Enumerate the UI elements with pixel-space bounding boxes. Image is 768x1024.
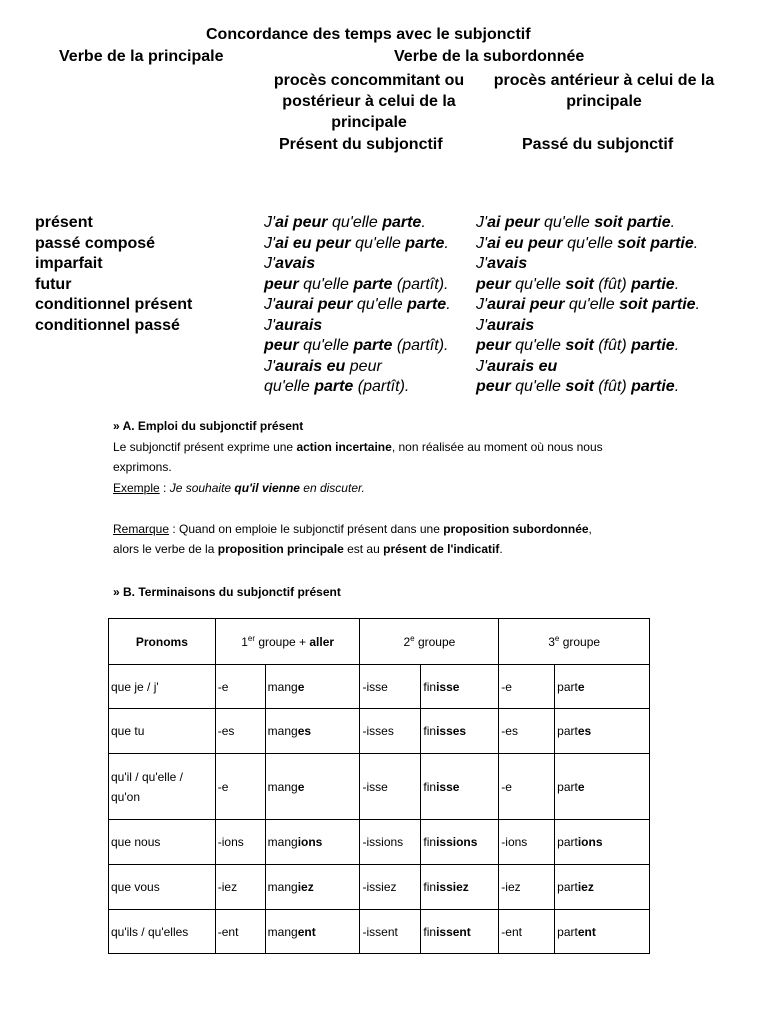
text: aller xyxy=(309,635,335,649)
col1-desc-line: postérieur à celui de la xyxy=(282,93,456,110)
conj-line: J'ai eu peur qu'elle soit partie. xyxy=(476,234,699,252)
section-b xyxy=(113,582,341,603)
conj-line: qu'elle parte (partît). xyxy=(264,378,410,395)
text: exprimons. xyxy=(113,460,172,474)
text: part xyxy=(557,924,578,939)
conj-line: J'ai peur qu'elle parte. xyxy=(264,214,426,231)
conj-line: peur qu'elle soit (fût) partie. xyxy=(476,378,680,395)
text: Pronoms xyxy=(135,634,188,649)
tense-label: conditionnel présent xyxy=(35,296,193,313)
table-row xyxy=(109,665,650,709)
text: fin xyxy=(423,924,437,939)
text: . xyxy=(499,542,503,556)
example-cell xyxy=(421,910,499,954)
col2-desc-line: principale xyxy=(566,93,642,110)
table-row xyxy=(109,754,650,820)
past-subjunctive-column xyxy=(476,213,700,398)
text: fin xyxy=(423,880,437,894)
text: iez xyxy=(577,880,594,894)
ending-cell: -isses xyxy=(360,709,421,754)
text: e xyxy=(297,679,305,694)
ending-cell: -isse xyxy=(360,665,421,709)
text: qu'il vienne xyxy=(234,480,300,495)
text: proposition principale xyxy=(217,542,344,556)
text: 2 xyxy=(403,635,411,649)
text: isse xyxy=(436,779,460,794)
text: issent xyxy=(436,924,471,939)
example-cell xyxy=(555,910,650,954)
ending-cell: -ent xyxy=(215,910,265,954)
tense-label: conditionnel passé xyxy=(35,316,180,334)
example-cell xyxy=(421,665,499,709)
section-a xyxy=(113,416,603,560)
text: Je souhaite xyxy=(169,480,235,495)
remark-line xyxy=(113,519,603,540)
text: présent de l'indicatif xyxy=(383,542,500,556)
col1-desc-line: principale xyxy=(331,114,407,131)
text: er xyxy=(247,634,255,643)
header-pronoms xyxy=(109,619,216,665)
ending-cell: -iez xyxy=(499,865,555,910)
conj-line: J'aurais xyxy=(476,316,535,334)
text: ions xyxy=(297,835,323,849)
example-cell xyxy=(555,820,650,865)
col2-desc-line: procès antérieur à celui de la xyxy=(493,72,715,89)
text: part xyxy=(557,835,578,849)
tense-label: passé composé xyxy=(35,234,156,252)
conj-line: peur qu'elle soit (fût) partie. xyxy=(476,275,680,293)
example-line xyxy=(113,478,603,499)
present-subjunctive-column xyxy=(264,213,451,398)
text: proposition subordonnée xyxy=(443,521,589,536)
conj-line: J'aurai peur qu'elle soit partie. xyxy=(476,296,700,313)
conj-line: J'avais xyxy=(264,255,316,272)
conj-line: peur qu'elle soit (fût) partie. xyxy=(476,337,680,354)
ending-cell: -issions xyxy=(360,820,421,865)
text: isses xyxy=(436,724,467,738)
col1-tense-header: Présent du subjonctif xyxy=(279,136,443,153)
ending-cell: -issiez xyxy=(360,865,421,910)
text: fin xyxy=(423,724,437,738)
ending-cell: -issent xyxy=(360,910,421,954)
text: e xyxy=(554,634,560,643)
text: action incertaine xyxy=(296,439,392,454)
pronoun-cell xyxy=(109,754,216,820)
text: e xyxy=(297,779,305,794)
col2-tense-header: Passé du subjonctif xyxy=(522,136,674,153)
text: fin xyxy=(423,779,437,794)
example-cell xyxy=(421,754,499,820)
text: mang xyxy=(267,779,298,794)
endings-table xyxy=(108,618,650,954)
text: est au xyxy=(343,542,384,556)
example-cell xyxy=(265,910,360,954)
pronoun-cell: que vous xyxy=(109,865,216,910)
text: , xyxy=(588,521,592,536)
ending-cell: -isse xyxy=(360,754,421,820)
col1-description xyxy=(262,70,476,133)
text: part xyxy=(557,779,578,794)
text: groupe xyxy=(559,635,601,649)
text: issions xyxy=(436,835,478,849)
remark-label: Remarque xyxy=(113,521,170,536)
conj-line: J'avais xyxy=(476,255,528,272)
ending-cell: -ions xyxy=(499,820,555,865)
ending-cell: -e xyxy=(215,754,265,820)
ending-cell: -es xyxy=(215,709,265,754)
text: fin xyxy=(423,835,437,849)
ending-cell: -ent xyxy=(499,910,555,954)
text: fin xyxy=(423,679,437,694)
section-a-paragraph xyxy=(113,457,603,478)
section-a-title: » A. Emploi du subjonctif présent xyxy=(113,419,304,433)
section-b-title: » B. Terminaisons du subjonctif présent xyxy=(113,585,341,599)
example-label: Exemple xyxy=(113,480,160,495)
example-cell xyxy=(555,709,650,754)
remark-line xyxy=(113,539,603,560)
text: ions xyxy=(577,835,603,849)
example-cell xyxy=(555,665,650,709)
table-row xyxy=(109,865,650,910)
header-group-3 xyxy=(499,619,650,665)
example-cell xyxy=(421,709,499,754)
text: qu'il / qu'elle / xyxy=(111,769,183,784)
tense-label: présent xyxy=(35,214,93,231)
conj-line: J'ai eu peur qu'elle parte. xyxy=(264,234,449,252)
section-a-paragraph xyxy=(113,437,603,458)
table-row xyxy=(109,709,650,754)
ending-cell: -ions xyxy=(215,820,265,865)
conj-line: J'aurais eu peur xyxy=(264,357,382,375)
text: en discuter. xyxy=(299,480,365,495)
conj-line: J'aurais eu xyxy=(476,357,558,375)
example-cell xyxy=(265,865,360,910)
text: isse xyxy=(436,679,460,694)
text: e xyxy=(410,634,415,643)
text: qu'on xyxy=(111,789,140,804)
conj-line: peur qu'elle parte (partît). xyxy=(264,275,449,293)
text: mang xyxy=(267,679,298,694)
text: ent xyxy=(297,924,316,939)
conj-line: J'aurai peur qu'elle parte. xyxy=(264,296,451,313)
conj-line: J'aurais xyxy=(264,316,323,334)
ending-cell: -e xyxy=(215,665,265,709)
text: issiez xyxy=(436,880,469,894)
text: es xyxy=(577,724,592,738)
header-group-2 xyxy=(360,619,499,665)
text: mang xyxy=(267,880,298,894)
text: e xyxy=(577,779,585,794)
ending-cell: -e xyxy=(499,754,555,820)
text: mang xyxy=(267,724,298,738)
pronoun-cell: que tu xyxy=(109,709,216,754)
conj-line: J'ai peur qu'elle soit partie. xyxy=(476,214,676,231)
text: groupe + xyxy=(255,635,310,649)
text: : Quand on emploie le subjonctif présent dans une xyxy=(169,521,444,536)
text: ent xyxy=(577,924,596,939)
tense-label: futur xyxy=(35,275,72,293)
text: alors le verbe de la xyxy=(113,542,218,556)
text: mang xyxy=(267,924,298,939)
text: : xyxy=(159,480,170,495)
text: groupe xyxy=(414,635,456,649)
header-group-1 xyxy=(215,619,360,665)
tense-list xyxy=(35,213,192,336)
example-cell xyxy=(265,665,360,709)
table-row xyxy=(109,910,650,954)
sub-verb-header: Verbe de la subordonnée xyxy=(394,48,585,65)
text: Le subjonctif présent exprime une xyxy=(113,439,297,454)
col1-desc-line: procès concommitant ou xyxy=(273,72,465,89)
text: e xyxy=(577,679,585,694)
page-title: Concordance des temps avec le subjonctif xyxy=(206,26,531,43)
text: es xyxy=(297,724,312,738)
pronoun-cell: que nous xyxy=(109,820,216,865)
example-cell xyxy=(555,754,650,820)
text: part xyxy=(557,880,578,894)
example-cell xyxy=(555,865,650,910)
example-cell xyxy=(265,820,360,865)
tense-label: imparfait xyxy=(35,255,103,272)
ending-cell: -iez xyxy=(215,865,265,910)
col2-description xyxy=(476,70,732,112)
conj-line: peur qu'elle parte (partît). xyxy=(264,337,449,354)
text: part xyxy=(557,724,578,738)
example-cell xyxy=(265,754,360,820)
table-row xyxy=(109,820,650,865)
example-cell xyxy=(421,820,499,865)
text: 3 xyxy=(548,635,555,649)
example-cell xyxy=(265,709,360,754)
pronoun-cell: qu'ils / qu'elles xyxy=(109,910,216,954)
text: iez xyxy=(297,880,314,894)
ending-cell: -e xyxy=(499,665,555,709)
pronoun-cell: que je / j' xyxy=(109,665,216,709)
main-verb-header: Verbe de la principale xyxy=(59,48,224,65)
table-header-row xyxy=(109,619,650,665)
ending-cell: -es xyxy=(499,709,555,754)
example-cell xyxy=(421,865,499,910)
text: part xyxy=(557,679,578,694)
text: mang xyxy=(267,835,298,849)
text: 1 xyxy=(241,635,248,649)
text: , non réalisée au moment où nous nous xyxy=(391,439,603,454)
